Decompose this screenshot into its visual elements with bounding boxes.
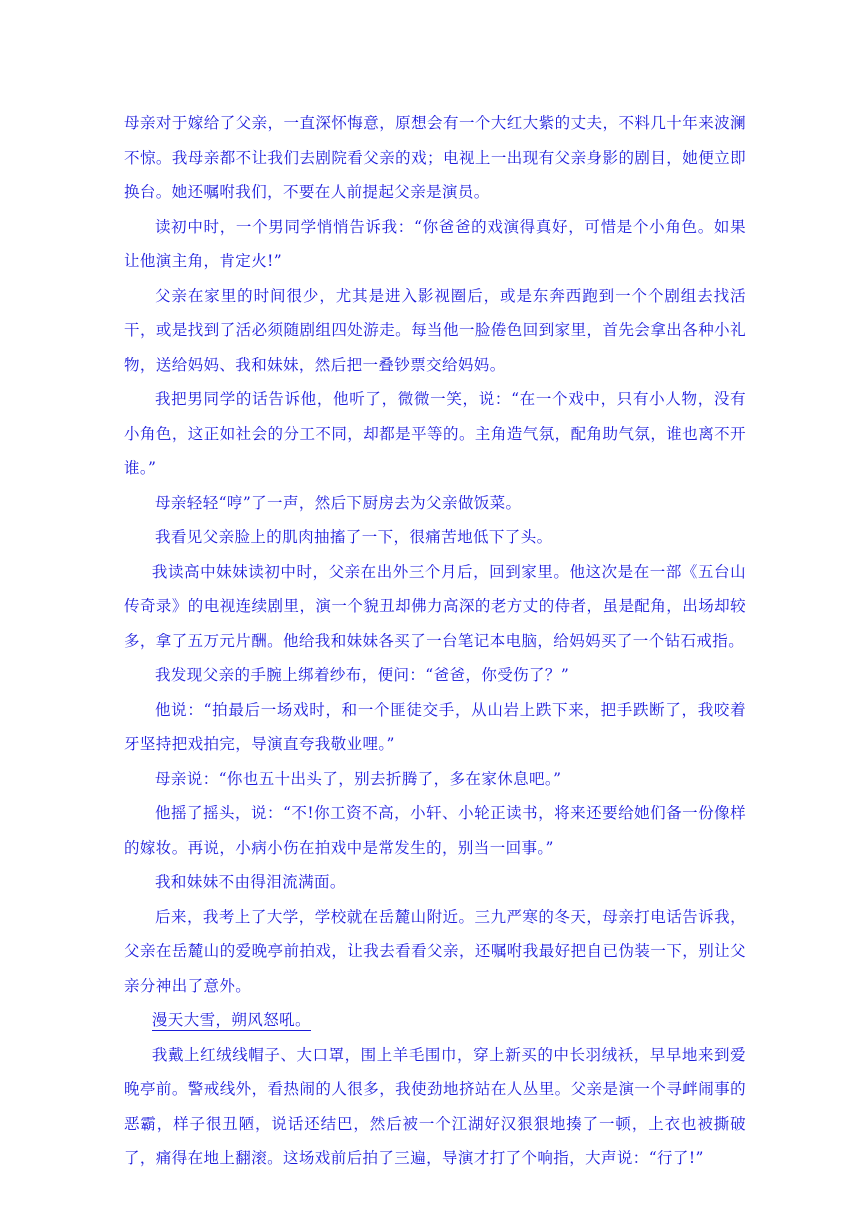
paragraph-14 <box>124 1003 746 1038</box>
paragraph-10: 母亲说：“你也五十出头了，别去折腾了，多在家休息吧。” <box>155 769 562 788</box>
paragraph-7: 我读高中妹妹读初中时，父亲在出外三个月后，回到家里。他这次是在一部《五台山传奇录》的电视连续剧里，演一个貌丑却佛力高深的老方丈的侍者，虽是配角，出场却较多，拿了五万元片酬。他给我和妹妹各买了一台笔记本电脑，给妈妈买了一个钻石戒指。 <box>124 562 746 650</box>
paragraph-8: 我发现父亲的手腕上绑着纱布，便问：“爸爸，你受伤了？” <box>155 666 570 684</box>
paragraph-14-text: 漫天大雪，朔风怒吼。 <box>151 1011 311 1029</box>
paragraph-4: 我把男同学的话告诉他，他听了，微微一笑，说：“在一个戏中，只有小人物，没有小角色，这正如社会的分工不同，却都是平等的。主角造气氛，配角助气氛，谁也离不开谁。” <box>124 390 746 477</box>
paragraph-9: 他说：“拍最后一场戏时，和一个匪徒交手，从山岩上跌下来，把手跌断了，我咬着牙坚持把戏拍完，导演直夸我敬业哩。” <box>124 700 746 753</box>
paragraph-6: 我看见父亲脸上的肌肉抽搐了一下，很痛苦地低下了头。 <box>155 528 553 546</box>
paragraph-2: 读初中时，一个男同学悄悄告诉我：“你爸爸的戏演得真好，可惜是个小角色。如果让他演主角，肯定火!” <box>124 217 746 270</box>
paragraph-12: 我和妹妹不由得泪流满面。 <box>155 873 346 891</box>
article-body <box>124 106 746 1176</box>
paragraph-15: 我戴上红绒线帽子、大口罩，围上羊毛围巾，穿上新买的中长羽绒袄，早早地来到爱晚亭前。警戒线外，看热闹的人很多，我使劲地挤站在人丛里。父亲是演一个寻衅闹事的恶霸，样子很丑陋，说话还结巴，然后被一个江湖好汉狠狠地揍了一顿，上衣也被撕破了，痛得在地上翻滚。这场戏前后拍了三遍，导演才打了个响指，大声说：“行了!” <box>124 1045 746 1167</box>
paragraph-1: 母亲对于嫁给了父亲，一直深怀悔意，原想会有一个大红大紫的丈夫，不料几十年来波澜不惊。我母亲都不让我们去剧院看父亲的戏；电视上一出现有父亲身影的剧目，她便立即换台。她还嘱咐我们，不要在人前提起父亲是演员。 <box>124 114 746 201</box>
paragraph-5: 母亲轻轻“哼”了一声，然后下厨房去为父亲做饭菜。 <box>155 493 522 512</box>
paragraph-13: 后来，我考上了大学，学校就在岳麓山附近。三九严寒的冬天，母亲打电话告诉我，父亲在岳麓山的爱晚亭前拍戏，让我去看看父亲，还嘱咐我最好把自已伪装一下，别让父亲分神出了意外。 <box>124 907 746 995</box>
paragraph-11: 他摇了摇头，说：“不!你工资不高，小轩、小轮正读书，将来还要给她们备一份像样的嫁妆。再说，小病小伤在拍戏中是常发生的，别当一回事。” <box>124 804 746 857</box>
paragraph-3: 父亲在家里的时间很少，尤其是进入影视圈后，或是东奔西跑到一个个剧组去找活干，或是找到了活必须随剧组四处游走。每当他一脸倦色回到家里，首先会拿出各种小礼物，送给妈妈、我和妹妹，然后把一叠钞票交给妈妈。 <box>124 286 746 374</box>
